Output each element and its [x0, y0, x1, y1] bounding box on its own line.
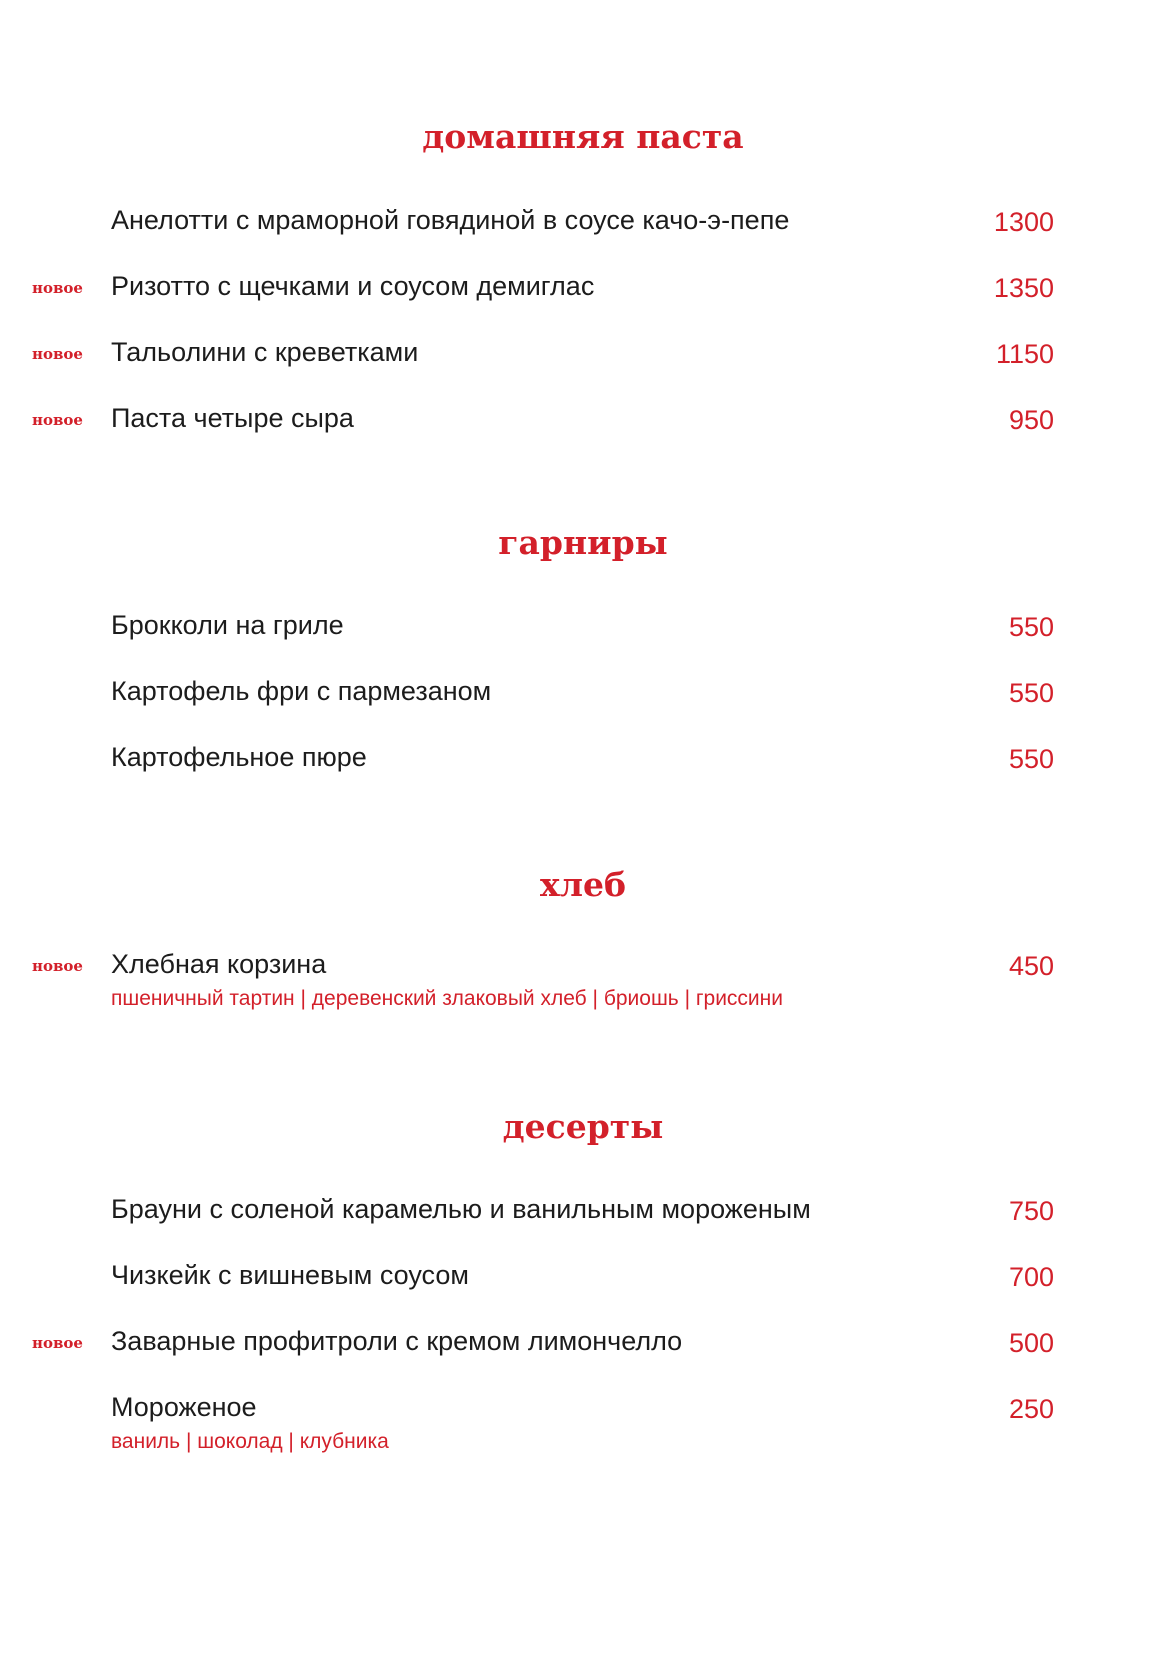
menu-item	[0, 336, 1166, 376]
new-badge: новое	[32, 957, 83, 975]
dish-price: 700	[1008, 1262, 1054, 1292]
menu-item	[0, 1391, 1166, 1453]
menu-item	[0, 204, 1166, 244]
dish-name: Хлебная корзина	[111, 949, 327, 979]
section-title-bread: хлеб	[540, 865, 626, 904]
menu-item	[0, 609, 1166, 649]
menu-item	[0, 402, 1166, 442]
dish-price: 1150	[995, 339, 1054, 369]
dish-name: Заварные профитроли с кремом лимончелло	[111, 1326, 683, 1356]
dish-name: Брокколи на гриле	[111, 610, 344, 640]
dish-price: 550	[1008, 744, 1054, 774]
section-title-desserts: десерты	[502, 1107, 664, 1146]
dish-price: 1350	[993, 273, 1054, 303]
dish-name: Картофель фри с пармезаном	[111, 676, 492, 706]
menu-item	[0, 1193, 1166, 1233]
section-title-sides: гарниры	[498, 523, 668, 562]
new-badge: новое	[32, 411, 83, 429]
dish-price: 750	[1008, 1196, 1054, 1226]
menu-item	[0, 1325, 1166, 1365]
dish-name: Ризотто с щечками и соусом демиглас	[111, 271, 595, 301]
dish-name: Чизкейк с вишневым соусом	[111, 1260, 469, 1290]
new-badge: новое	[32, 345, 83, 363]
menu-item	[0, 741, 1166, 781]
dish-name: Анелотти с мраморной говядиной в соусе качо-э-пепе	[111, 205, 790, 235]
dish-price: 1300	[993, 207, 1054, 237]
menu-item	[0, 948, 1166, 1010]
dish-price: 550	[1008, 678, 1054, 708]
dish-price: 550	[1008, 612, 1054, 642]
menu-item	[0, 675, 1166, 715]
dish-price: 950	[1008, 405, 1054, 435]
dish-price: 500	[1008, 1328, 1054, 1358]
new-badge: новое	[32, 279, 83, 297]
section-title-pasta: домашняя паста	[422, 117, 744, 156]
dish-price: 250	[1008, 1394, 1054, 1424]
dish-name: Паста четыре сыра	[111, 403, 354, 433]
new-badge: новое	[32, 1334, 83, 1352]
dish-name: Тальолини с креветками	[111, 337, 419, 367]
dish-name: Брауни с соленой карамелью и ванильным мороженым	[111, 1194, 811, 1224]
dish-price: 450	[1008, 951, 1054, 981]
dish-description: ваниль | шоколад | клубника	[111, 1430, 389, 1453]
dish-name: Картофельное пюре	[111, 742, 367, 772]
menu-item	[0, 270, 1166, 310]
menu-item	[0, 1259, 1166, 1299]
dish-description: пшеничный тартин | деревенский злаковый хлеб | бриошь | гриссини	[111, 987, 783, 1010]
dish-name: Мороженое	[111, 1392, 257, 1422]
